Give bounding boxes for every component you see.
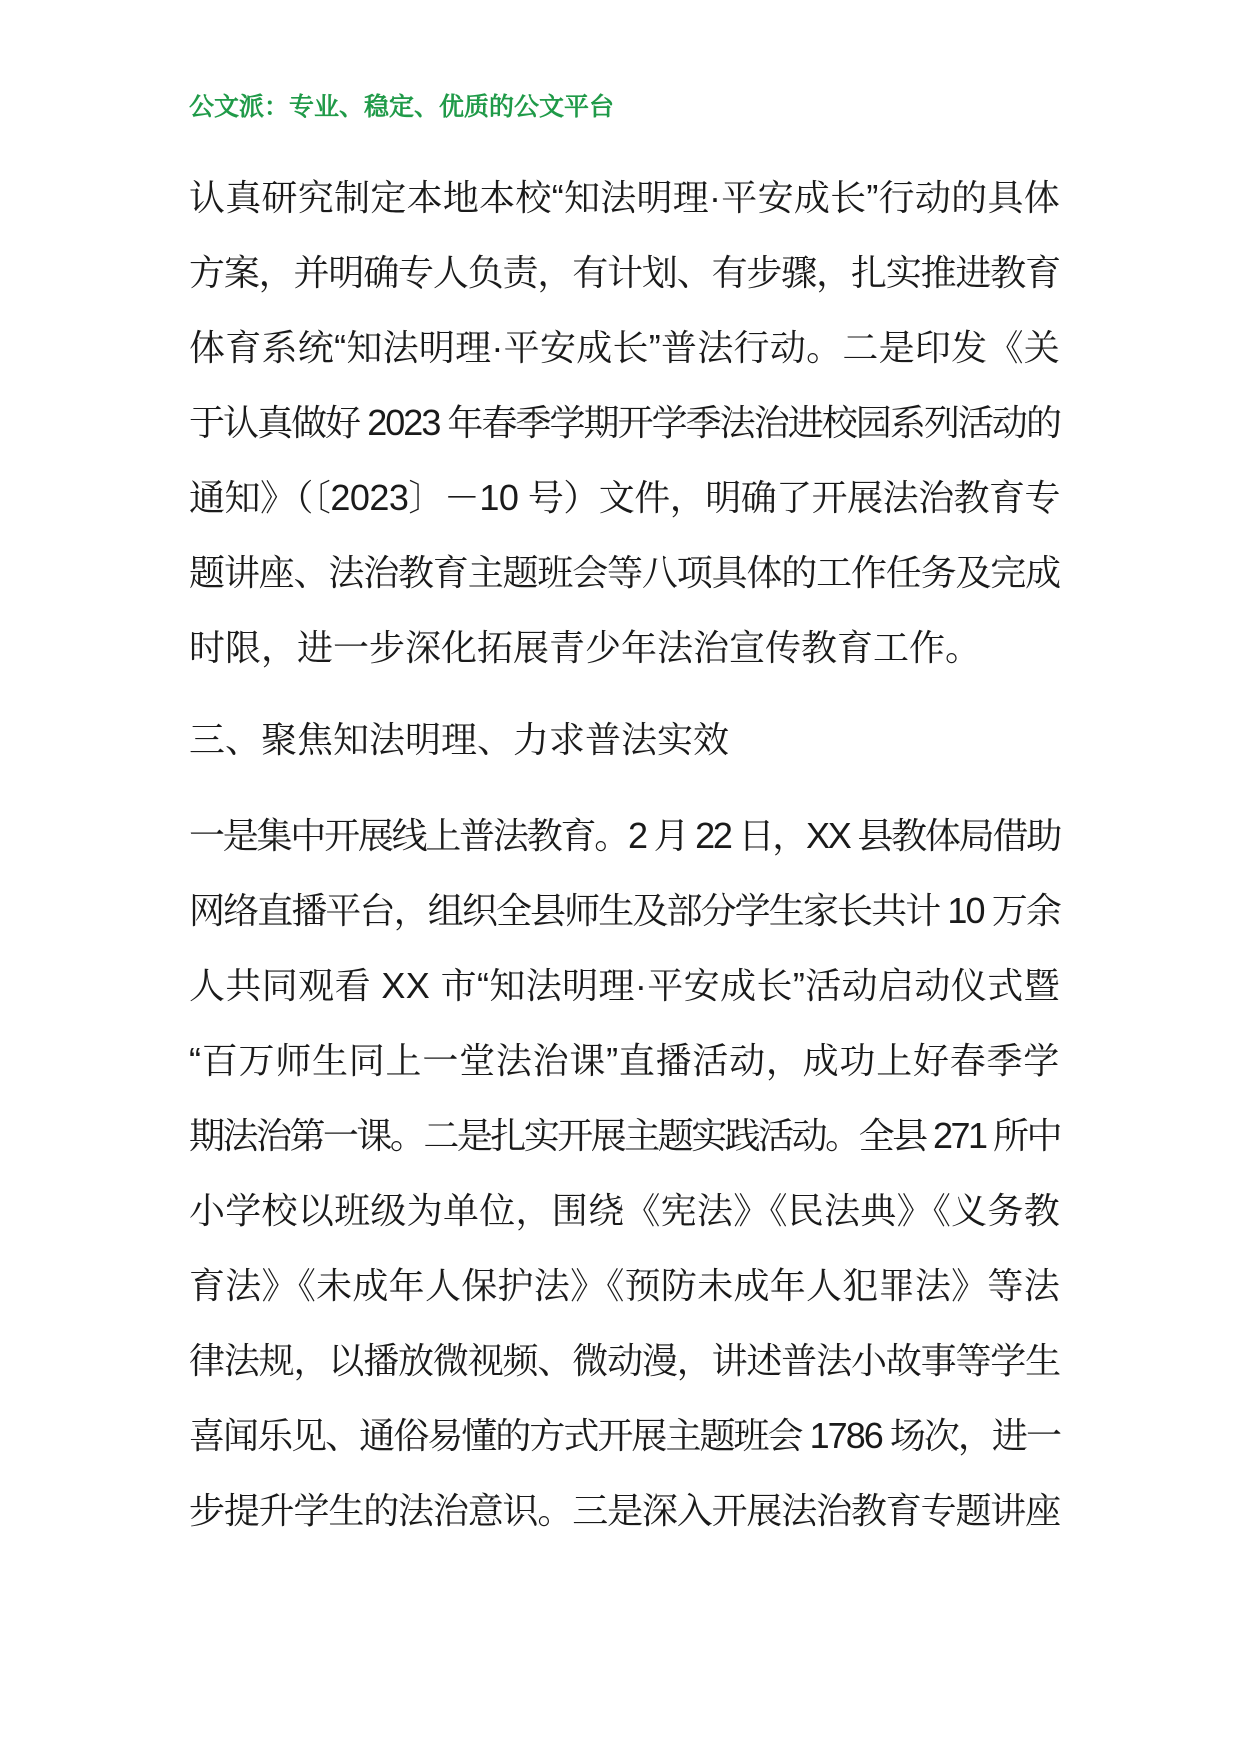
text-line bbox=[189, 1473, 1060, 1548]
text-line bbox=[189, 1098, 1060, 1173]
text-line-content: 育法》《未成年人保护法》《预防未成年人犯罪法》等法 bbox=[189, 1265, 1060, 1306]
text-line-content: 于认真做好 2023 年春季学期开学季法治进校园系列活动的 bbox=[189, 402, 1060, 443]
text-line bbox=[189, 235, 1060, 310]
section-heading bbox=[189, 702, 1060, 777]
site-header-banner: 公文派：专业、稳定、优质的公文平台 bbox=[189, 93, 615, 121]
text-line bbox=[189, 310, 1060, 385]
text-line-content: “百万师生同上一堂法治课”直播活动，成功上好春季学 bbox=[189, 1040, 1060, 1081]
text-line-content: 一是集中开展线上普法教育。2 月 22 日，XX 县教体局借助 bbox=[189, 815, 1060, 856]
text-line bbox=[189, 1323, 1060, 1398]
text-line bbox=[189, 1173, 1060, 1248]
section-heading-line bbox=[189, 702, 1060, 777]
text-line-content: 喜闻乐见、通俗易懂的方式开展主题班会 1786 场次，进一 bbox=[189, 1415, 1060, 1456]
text-line bbox=[189, 1398, 1060, 1473]
text-line-content: 网络直播平台，组织全县师生及部分学生家长共计 10 万余 bbox=[189, 890, 1060, 931]
text-line-content: 期法治第一课。二是扎实开展主题实践活动。全县 271 所中 bbox=[189, 1115, 1060, 1156]
text-line-content: 通知》（〔2023〕－10 号）文件，明确了开展法治教育专 bbox=[189, 477, 1060, 518]
text-line-content: 体育系统“知法明理·平安成长”普法行动。二是印发《关 bbox=[189, 327, 1060, 368]
text-line-content: 小学校以班级为单位，围绕《宪法》《民法典》《义务教 bbox=[189, 1190, 1060, 1231]
text-line bbox=[189, 798, 1060, 873]
paragraph-action-plan bbox=[189, 160, 1060, 685]
text-line bbox=[189, 460, 1060, 535]
text-line-content: 认真研究制定本地本校“知法明理·平安成长”行动的具体 bbox=[189, 177, 1060, 218]
text-line bbox=[189, 873, 1060, 948]
text-line bbox=[189, 160, 1060, 235]
text-line bbox=[189, 535, 1060, 610]
text-line bbox=[189, 948, 1060, 1023]
text-line bbox=[189, 1023, 1060, 1098]
text-line-content: 步提升学生的法治意识。三是深入开展法治教育专题讲座 bbox=[189, 1490, 1060, 1531]
text-line bbox=[189, 610, 1060, 685]
text-line-content: 律法规，以播放微视频、微动漫，讲述普法小故事等学生 bbox=[189, 1340, 1060, 1381]
text-line bbox=[189, 385, 1060, 460]
text-line-content: 人共同观看 XX 市“知法明理·平安成长”活动启动仪式暨 bbox=[189, 965, 1060, 1006]
text-line-content: 题讲座、法治教育主题班会等八项具体的工作任务及完成 bbox=[189, 552, 1060, 593]
text-line-content: 方案，并明确专人负责，有计划、有步骤，扎实推进教育 bbox=[189, 252, 1060, 293]
text-line-content: 时限，进一步深化拓展青少年法治宣传教育工作。 bbox=[189, 627, 982, 668]
paragraph-education-activities bbox=[189, 798, 1060, 1548]
section-heading-text: 三、聚焦知法明理、力求普法实效 bbox=[189, 719, 730, 760]
text-line bbox=[189, 1248, 1060, 1323]
